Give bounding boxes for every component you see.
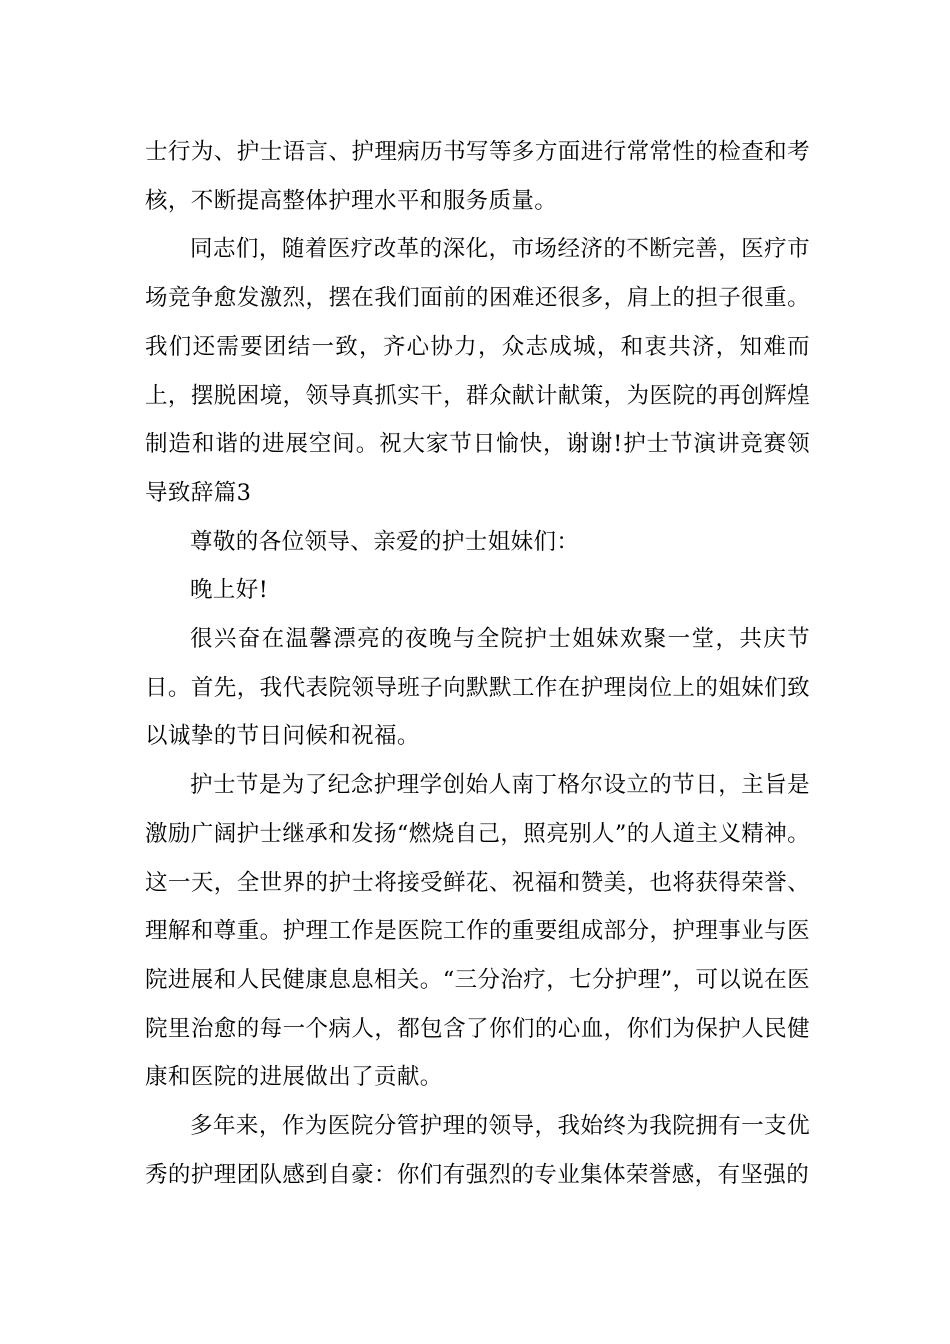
paragraph-continuation: 士行为、护士语言、护理病历书写等多方面进行常常性的检查和考核，不断提高整体护理水平和服务质量。 [145, 139, 810, 214]
paragraph-salutation: 尊敬的各位领导、亲爱的护士姐妹们： [190, 528, 580, 555]
paragraph-greeting: 晚上好! [190, 577, 269, 604]
paragraph-comrades: 同志们，随着医疗改革的深化，市场经济的不断完善，医疗市场竞争愈发激烈，摆在我们面前的困难还很多，肩上的担子很重。我们还需要团结一致，齐心协力，众志成城，和衷共济，知难而上，摆脱困境，领导真抓实干，群众献计献策，为医院的再创辉煌制造和谐的进展空间。祝大家节日愉快，谢谢!护士节演讲竞赛领导致辞篇3 [145, 236, 810, 506]
paragraph-pride: 多年来，作为医院分管护理的领导，我始终为我院拥有一支优秀的护理团队感到自豪：你们有强烈的专业集体荣誉感，有坚强的 [145, 1113, 810, 1188]
body-text [145, 128, 810, 1199]
paragraph-nurses-day: 护士节是为了纪念护理学创始人南丁格尔设立的节日，主旨是激励广阔护士继承和发扬“燃烧自己，照亮别人”的人道主义精神。这一天，全世界的护士将接受鲜花、祝福和赞美，也将获得荣誉、理解和尊重。护理工作是医院工作的重要组成部分，护理事业与医院进展和人民健康息息相关。“三分治疗，七分护理”，可以说在医院里治愈的每一个病人，都包含了你们的心血，你们为保护人民健康和医院的进展做出了贡献。 [145, 772, 811, 1091]
paragraph-opening: 很兴奋在温馨漂亮的夜晚与全院护士姐妹欢聚一堂，共庆节日。首先，我代表院领导班子向默默工作在护理岗位上的姐妹们致以诚挚的节日问候和祝福。 [145, 626, 810, 750]
